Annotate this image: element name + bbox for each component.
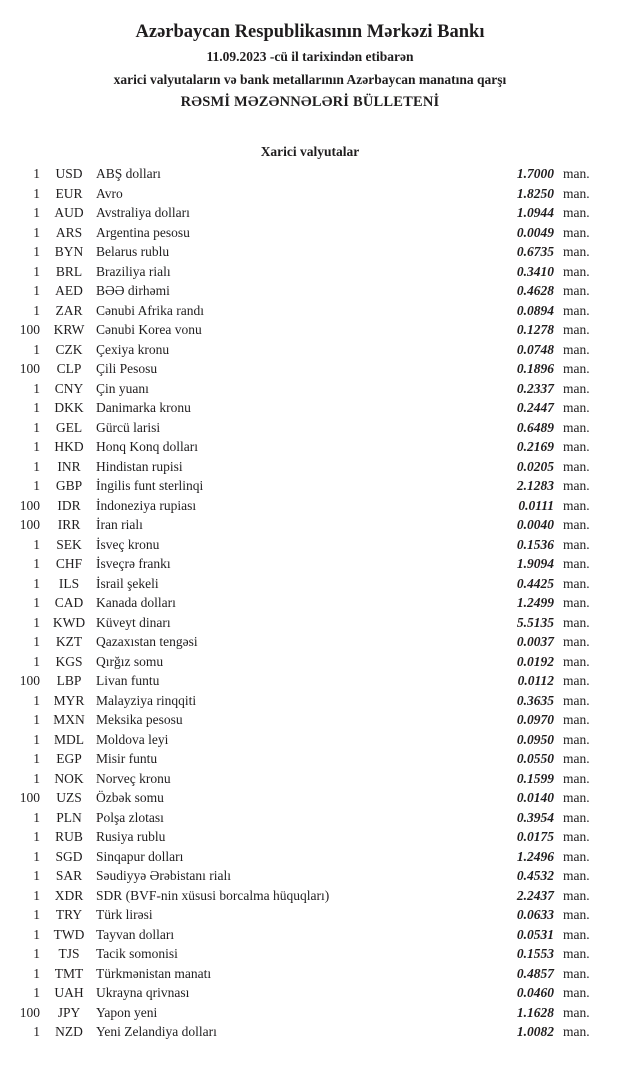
currency-code: TJS [58,946,80,961]
rate-quantity: 100 [19,322,40,337]
currency-code: CZK [55,341,83,357]
bulletin-title: RƏSMİ MƏZƏNNƏLƏRİ BÜLLETENİ [180,94,440,110]
rate-quantity: 1 [33,302,40,318]
currency-name: Braziliya rialı [96,263,171,279]
currency-name: İndoneziya rupiası [96,497,197,513]
rate-row [0,400,620,420]
rate-value: 0.3954 [516,809,554,825]
rate-value: 0.1553 [516,946,554,961]
currency-name: Küveyt dinarı [96,614,171,630]
rate-unit: man. [563,790,590,805]
rate-quantity: 1 [33,887,40,903]
rate-quantity: 1 [33,634,40,649]
rate-value: 0.1599 [516,770,554,786]
currency-code: CAD [54,595,84,610]
currency-code: LBP [56,673,82,688]
document-subtitle: xarici valyutaların və bank metallarının Azərbaycan manatına qarşı [113,72,507,87]
rate-row [0,342,620,362]
rate-unit: man. [563,926,590,942]
rate-row [0,751,620,771]
rate-row [0,615,620,635]
currency-name: Çin yuanı [96,380,149,396]
rate-quantity: 1 [33,907,40,922]
currency-name: İran rialı [96,517,143,532]
currency-name: Səudiyyə Ərəbistanı rialı [96,868,231,883]
rate-row [0,771,620,791]
rate-quantity: 1 [33,595,40,610]
currency-code: ARS [55,224,83,240]
currency-name: Kanada dolları [96,595,176,610]
currency-name: Moldova leyi [96,731,169,747]
rate-value: 0.0950 [516,731,554,747]
rate-value: 1.0082 [516,1024,554,1039]
currency-name: Tacik somonisi [96,946,178,961]
rate-row [0,732,620,752]
rate-unit: man. [563,1004,590,1020]
rate-value: 0.6735 [516,244,554,259]
rate-unit: man. [563,185,590,201]
rate-quantity: 1 [33,809,40,825]
currency-code: XDR [54,887,84,903]
rate-value: 0.6489 [516,419,554,435]
rate-value: 0.2169 [516,439,554,454]
rate-row [0,849,620,869]
rate-unit: man. [563,614,590,630]
rate-unit: man. [563,458,590,474]
rate-row [0,946,620,966]
rate-value: 0.0049 [516,224,554,240]
currency-code: GBP [55,478,83,493]
rate-row [0,322,620,342]
rate-row [0,1024,620,1044]
rate-quantity: 100 [19,517,40,532]
rate-value: 1.2496 [516,848,554,864]
rate-row [0,537,620,557]
rate-row [0,829,620,849]
rate-quantity: 1 [33,692,40,708]
rate-quantity: 100 [19,790,40,805]
document-header [0,20,620,114]
currency-code: KWD [52,614,86,630]
rate-unit: man. [563,965,590,981]
rate-unit: man. [563,263,590,279]
rate-row [0,673,620,693]
rate-quantity: 1 [33,653,40,669]
currency-name: ABŞ dolları [96,166,161,181]
currency-code: IRR [57,517,81,532]
rate-unit: man. [563,400,590,415]
currency-name: SDR (BVF-nin xüsusi borcalma hüquqları) [96,887,330,903]
rate-row [0,868,620,888]
currency-name: Ukrayna qrivnası [96,985,190,1000]
currency-code: MXN [53,712,85,727]
currency-name: BƏƏ dirhəmi [96,283,170,298]
rate-quantity: 1 [33,224,40,240]
currency-code: AED [55,283,83,298]
rate-value: 1.1628 [516,1004,554,1020]
rate-unit: man. [563,770,590,786]
currency-name: Çexiya kronu [96,341,170,357]
rate-row [0,303,620,323]
rate-value: 0.0175 [516,829,554,844]
rate-row [0,264,620,284]
rate-unit: man. [563,439,590,454]
rate-value: 0.1896 [516,361,554,376]
rate-value: 5.5135 [516,614,554,630]
currency-code: KZT [55,634,83,649]
currency-name: Türk lirəsi [96,907,153,922]
rate-unit: man. [563,1024,590,1039]
rate-unit: man. [563,692,590,708]
currency-code: CHF [55,556,83,571]
rate-quantity: 1 [33,965,40,981]
rate-value: 2.1283 [516,478,554,493]
currency-code: MDL [54,731,84,747]
currency-code: SGD [55,848,83,864]
rate-quantity: 1 [33,556,40,571]
currency-code: TWD [53,926,85,942]
rates-table [0,166,620,1044]
rate-quantity: 1 [33,244,40,259]
currency-name: Avro [96,185,123,201]
rate-row [0,1005,620,1025]
currency-code: JPY [57,1004,81,1020]
rate-quantity: 1 [33,400,40,415]
currency-code: GEL [55,419,83,435]
rate-quantity: 1 [33,536,40,552]
rate-row [0,420,620,440]
rate-row [0,888,620,908]
currency-name: Yapon yeni [96,1004,158,1020]
rate-value: 0.0633 [516,907,554,922]
rate-value: 0.4425 [516,575,554,591]
currency-name: Qırğız somu [96,653,164,669]
rate-quantity: 1 [33,478,40,493]
rate-quantity: 1 [33,731,40,747]
rate-unit: man. [563,575,590,591]
rate-unit: man. [563,829,590,844]
rate-unit: man. [563,419,590,435]
rate-value: 1.8250 [516,185,554,201]
rate-quantity: 1 [33,751,40,766]
currency-code: TRY [55,907,83,922]
currency-code: HKD [54,439,84,454]
rate-value: 0.2447 [516,400,554,415]
currency-name: Argentina pesosu [96,224,190,240]
currency-name: Gürcü larisi [96,419,161,435]
rate-value: 0.3410 [516,263,554,279]
rate-quantity: 1 [33,419,40,435]
rate-row [0,244,620,264]
currency-code: CNY [54,380,84,396]
currency-name: Sinqapur dolları [96,848,184,864]
rate-unit: man. [563,634,590,649]
rate-unit: man. [563,731,590,747]
rate-unit: man. [563,712,590,727]
rate-value: 0.1278 [516,322,554,337]
rate-quantity: 1 [33,770,40,786]
rate-unit: man. [563,751,590,766]
bank-title: Azərbaycan Respublikasının Mərkəzi Bankı [135,22,485,42]
rate-row [0,985,620,1005]
rate-value: 2.2437 [516,887,554,903]
rate-value: 0.4857 [516,965,554,981]
rate-value: 1.7000 [516,166,554,181]
currency-code: DKK [54,400,84,415]
currency-code: RUB [55,829,83,844]
rate-row [0,205,620,225]
rate-value: 0.0460 [516,985,554,1000]
currency-name: Türkmənistan manatı [96,965,212,981]
rate-row [0,283,620,303]
rate-quantity: 100 [19,1004,40,1020]
rate-value: 0.4532 [516,868,554,883]
currency-name: Livan funtu [96,673,160,688]
rate-value: 0.0112 [517,673,554,688]
rate-quantity: 1 [33,380,40,396]
currency-code: ZAR [55,302,83,318]
rate-value: 0.0111 [518,497,554,513]
currency-code: INR [57,458,81,474]
currency-name: Misir funtu [96,751,158,766]
rate-row [0,595,620,615]
currency-name: İngilis funt sterlinqi [96,478,204,493]
currency-code: SEK [56,536,82,552]
rate-row [0,381,620,401]
rate-unit: man. [563,244,590,259]
currency-name: Qazaxıstan tengəsi [96,634,198,649]
rate-row [0,712,620,732]
rate-value: 1.0944 [516,205,554,220]
currency-code: TMT [54,965,84,981]
rate-value: 0.0205 [516,458,554,474]
currency-name: Avstraliya dolları [96,205,190,220]
rate-row [0,361,620,381]
rate-row [0,439,620,459]
rate-quantity: 1 [33,166,40,181]
rate-unit: man. [563,341,590,357]
rate-quantity: 1 [33,926,40,942]
currency-code: CLP [56,361,82,376]
rate-value: 0.3635 [516,692,554,708]
currency-name: Meksika pesosu [96,712,183,727]
rate-unit: man. [563,595,590,610]
rate-unit: man. [563,224,590,240]
currency-name: İsrail şekeli [96,575,159,591]
rate-unit: man. [563,985,590,1000]
rate-quantity: 1 [33,985,40,1000]
currency-code: AUD [54,205,84,220]
currency-code: IDR [57,497,81,513]
currency-code: SAR [55,868,83,883]
rate-row [0,907,620,927]
rate-quantity: 1 [33,829,40,844]
currency-name: İsveçrə frankı [96,556,171,571]
rate-value: 0.0531 [516,926,554,942]
rate-unit: man. [563,946,590,961]
rate-value: 1.2499 [516,595,554,610]
rate-quantity: 1 [33,185,40,201]
currency-code: BRL [55,263,83,279]
currency-name: İsveç kronu [96,536,160,552]
currency-name: Tayvan dolları [96,926,175,942]
rate-row [0,693,620,713]
currency-name: Malayziya rinqqiti [96,692,197,708]
rate-unit: man. [563,556,590,571]
rate-value: 0.0550 [516,751,554,766]
rate-unit: man. [563,302,590,318]
rate-row [0,186,620,206]
rate-unit: man. [563,478,590,493]
rate-quantity: 1 [33,712,40,727]
rate-unit: man. [563,205,590,220]
rate-unit: man. [563,380,590,396]
rate-unit: man. [563,497,590,513]
rate-value: 0.2337 [516,380,554,396]
rate-quantity: 100 [19,361,40,376]
currency-code: UZS [56,790,82,805]
currency-code: KGS [55,653,83,669]
rate-unit: man. [563,809,590,825]
currency-code: EUR [55,185,83,201]
rate-quantity: 1 [33,458,40,474]
rate-row [0,166,620,186]
rate-unit: man. [563,673,590,688]
rate-row [0,634,620,654]
currency-name: Polşa zlotası [96,809,164,825]
section-title-foreign-currencies: Xarici valyutalar [260,144,360,159]
rate-row [0,576,620,596]
rate-row [0,498,620,518]
rate-row [0,517,620,537]
rate-quantity: 1 [33,946,40,961]
currency-name: Cənubi Korea vonu [96,322,202,337]
rate-value: 0.0037 [516,634,554,649]
currency-name: Cənubi Afrika randı [96,302,204,318]
currency-code: NZD [55,1024,83,1039]
rate-unit: man. [563,868,590,883]
rate-quantity: 1 [33,439,40,454]
rate-value: 0.0894 [516,302,554,318]
rate-unit: man. [563,322,590,337]
currency-code: MYR [53,692,85,708]
currency-code: UAH [54,985,84,1000]
currency-name: Honq Konq dolları [96,439,198,454]
rate-quantity: 100 [19,497,40,513]
currency-code: ILS [58,575,80,591]
currency-code: BYN [54,244,84,259]
rate-value: 0.0140 [516,790,554,805]
currency-name: Özbək somu [96,790,164,805]
rate-unit: man. [563,166,590,181]
rate-value: 0.0748 [516,341,554,357]
currency-code: KRW [53,322,85,337]
rate-quantity: 1 [33,575,40,591]
rate-unit: man. [563,517,590,532]
rate-quantity: 100 [19,673,40,688]
rate-row [0,654,620,674]
rate-unit: man. [563,887,590,903]
rate-value: 0.4628 [516,283,554,298]
rate-row [0,225,620,245]
rate-quantity: 1 [33,868,40,883]
currency-code: PLN [56,809,82,825]
rate-row [0,966,620,986]
rate-unit: man. [563,361,590,376]
rate-value: 0.0192 [516,653,554,669]
currency-code: NOK [54,770,84,786]
rate-value: 0.0970 [516,712,554,727]
rate-value: 1.9094 [516,556,554,571]
rate-quantity: 1 [33,341,40,357]
currency-name: Hindistan rupisi [96,458,183,474]
currency-name: Danimarka kronu [96,400,191,415]
rate-row [0,927,620,947]
rate-quantity: 1 [33,1024,40,1039]
rate-quantity: 1 [33,205,40,220]
rate-unit: man. [563,283,590,298]
currency-name: Yeni Zelandiya dolları [96,1024,217,1039]
currency-code: EGP [56,751,82,766]
rate-quantity: 1 [33,283,40,298]
rate-unit: man. [563,907,590,922]
rate-row [0,790,620,810]
currency-name: Belarus rublu [96,244,170,259]
rate-row [0,459,620,479]
rate-quantity: 1 [33,848,40,864]
rate-row [0,478,620,498]
rate-row [0,556,620,576]
rate-quantity: 1 [33,614,40,630]
rate-unit: man. [563,653,590,669]
currency-name: Rusiya rublu [96,829,166,844]
rate-quantity: 1 [33,263,40,279]
currency-name: Norveç kronu [96,770,171,786]
rate-row [0,810,620,830]
effective-date-line: 11.09.2023 -cü il tarixindən etibarən [206,49,414,64]
rate-value: 0.1536 [516,536,554,552]
rate-unit: man. [563,848,590,864]
rate-unit: man. [563,536,590,552]
rate-value: 0.0040 [516,517,554,532]
currency-code: USD [55,166,83,181]
currency-name: Çili Pesosu [96,361,158,376]
